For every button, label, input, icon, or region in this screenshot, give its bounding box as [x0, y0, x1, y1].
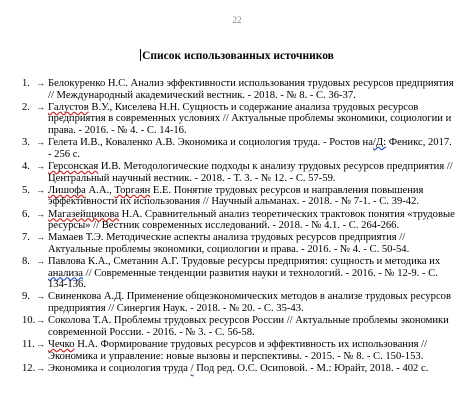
reference-text: Мамаев Т.Э. Методические аспекты анализа трудовых ресурсов предприятия // Актуальные проблемы экономики, социологии и права. - 2016. - № 4. - С. 50-54. — [48, 232, 410, 255]
tab-arrow-icon: → — [36, 362, 45, 373]
tab-arrow-icon: → — [36, 208, 45, 219]
tab-arrow-icon: → — [36, 256, 45, 267]
reference-item — [0, 291, 474, 314]
spellcheck-marked-text: Лишофа — [48, 184, 86, 196]
reference-number: 10. — [22, 315, 36, 327]
reference-item — [0, 78, 474, 101]
reference-number: 9. — [22, 291, 30, 303]
reference-item — [0, 137, 474, 160]
spellcheck-marked-text: Герсонская — [48, 160, 99, 172]
reference-item — [0, 256, 474, 291]
page-number: 22 — [232, 15, 242, 25]
reference-item — [0, 209, 474, 232]
tab-arrow-icon: → — [36, 315, 45, 326]
reference-item — [0, 363, 474, 375]
reference-text: В.У., Киселева Н.Н. Сущность и содержание анализа трудовых ресурсов предприятия в современных условиях // Актуальные проблемы экономики, социологии и права. - 2016. - № 4. - С. 14-16. — [48, 101, 452, 136]
tab-arrow-icon: → — [36, 78, 45, 88]
tab-arrow-icon: → — [36, 101, 45, 112]
spellcheck-marked-text: Магазейщикова — [48, 208, 120, 220]
reference-number: 12. — [22, 362, 36, 374]
tab-arrow-icon: → — [36, 160, 45, 171]
spellcheck-marked-text: Галустов — [48, 101, 89, 113]
text-cursor — [140, 49, 141, 61]
reference-item — [0, 185, 474, 208]
tab-arrow-icon: → — [36, 232, 45, 243]
reference-number: 5. — [22, 184, 30, 196]
reference-number: 2. — [22, 101, 30, 113]
reference-text: Феникс, 2017. - 256 с. — [48, 137, 452, 160]
tab-arrow-icon: → — [36, 137, 45, 148]
tab-arrow-icon: → — [36, 339, 45, 349]
reference-number: 1. — [22, 78, 30, 89]
spellcheck-marked-text: Чечко — [48, 339, 75, 350]
section-title — [0, 49, 474, 62]
spellcheck-marked-text: Торгаян — [114, 184, 151, 196]
reference-number: 3. — [22, 137, 30, 149]
reference-text: Свиненкова А.Д. Применение общеэкономических методов в анализе трудовых ресурсов предприятия // Синергия Наук. - 2018. - № 20. - С. 35-43. — [48, 291, 451, 315]
reference-number: 7. — [22, 232, 30, 244]
reference-item — [0, 315, 474, 338]
reference-text: И.В. Методологические подходы к анализу трудовых ресурсов предприятия // Центральный научный вестник. - 2018. - Т. 3. - № 12. - С. 57-59. — [48, 160, 453, 184]
reference-number: 4. — [22, 160, 30, 172]
reference-text: Н.А. Формирование трудовых ресурсов и эффективность их использования // Экономика и управление: новые вызовы и перспективы. - 2015. - № 8. - С. 150-153. — [48, 339, 428, 362]
spellcheck-marked-text: /Д: — [372, 137, 387, 149]
spellcheck-marked-text: анализа — [48, 267, 84, 279]
reference-text: Под ред. О.С. Осиповой. - М.: Юрайт, 2018. - 402 с. — [193, 362, 429, 374]
reference-item — [0, 161, 474, 184]
reference-text: Е.Е. Понятие трудовых ресурсов и направления повышения эффективности их использования // Научный альманах. - 2018. - № 7-1. - С. 39-42. — [48, 184, 424, 208]
reference-item — [0, 339, 474, 362]
tab-arrow-icon: → — [36, 291, 45, 302]
tab-arrow-icon: → — [36, 184, 45, 195]
reference-text: // Современные тенденции развития науки и технологий. - 2016. - № 12-9. - С. 134-136. — [48, 267, 438, 291]
reference-number: 6. — [22, 208, 30, 220]
section-title-text: Список использованных источников — [142, 50, 334, 62]
reference-text: А.А., — [85, 184, 115, 196]
reference-item — [0, 102, 474, 137]
reference-item — [0, 232, 474, 255]
reference-list — [0, 78, 474, 375]
reference-text: Экономика и социология труда — [48, 362, 191, 374]
reference-text: Н.А. Сравнительный анализ теоретических трактовок понятия «трудовые ресурсы» // Вестник современных исследований. - 2018. - № 4.1. - С. 264-266. — [48, 208, 455, 232]
reference-number: 11. — [22, 339, 35, 350]
reference-text: Павлова К.А., Сметанин А.Г. Трудовые ресурсы предприятия: сущность и методика их — [48, 256, 441, 268]
reference-text: Гелета И.В., Коваленко А.В. Экономика и социология труда. - Ростов на — [48, 137, 373, 149]
reference-text: Белокуренко Н.С. Анализ эффективности использования трудовых ресурсов предприятия // Международный академический вестник. - 2018. - № 8. - С. 36-37. — [48, 78, 454, 101]
reference-text: Соколова Т.А. Проблемы трудовых ресурсов России // Актуальные проблемы экономики современной России. - 2016. - № 3. - С. 56-58. — [48, 315, 449, 338]
spellcheck-marked-text: / — [190, 362, 194, 374]
reference-number: 8. — [22, 256, 30, 268]
